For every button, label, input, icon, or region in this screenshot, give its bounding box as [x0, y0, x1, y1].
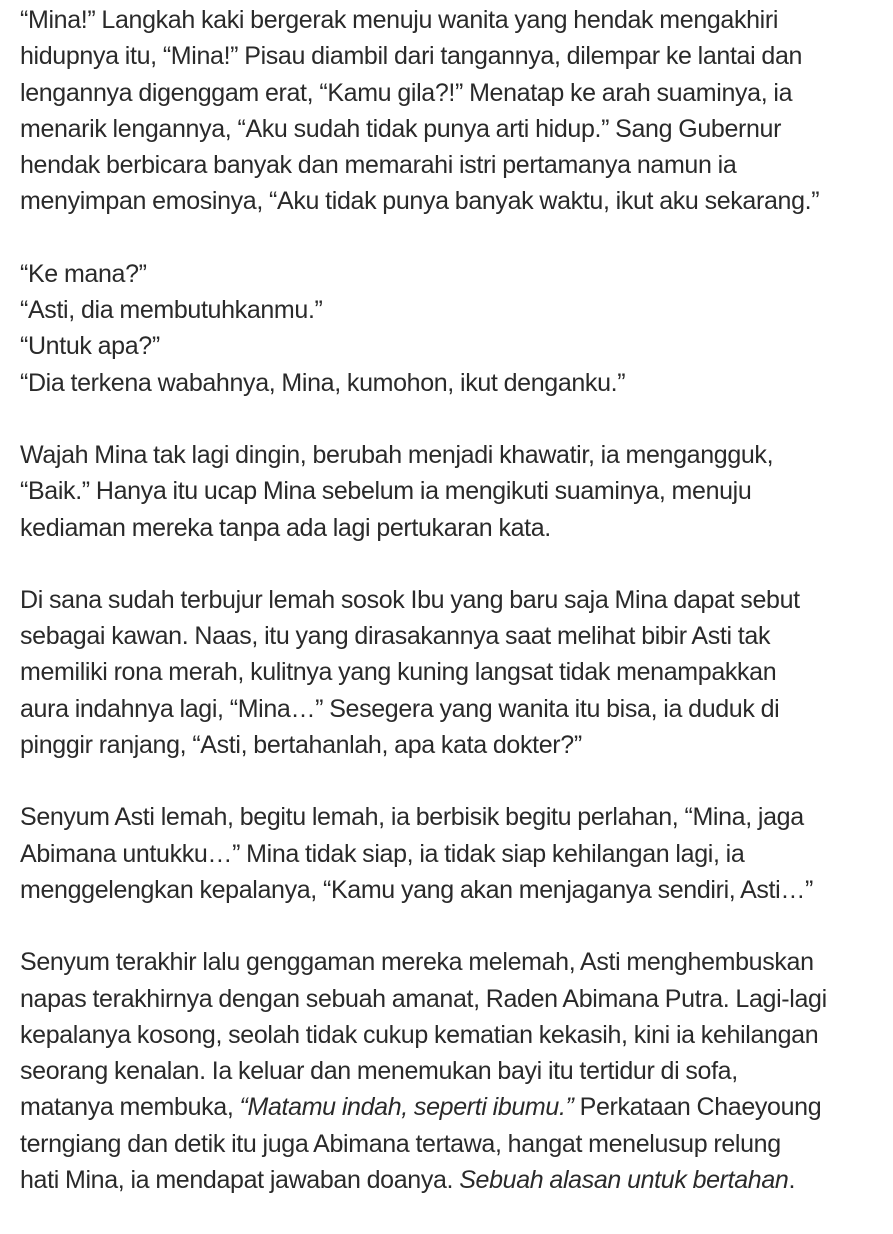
text-line [20, 292, 885, 328]
text-segment: lengannya digenggam erat, “Kamu gila?!” Menatap ke arah suaminya, ia [20, 78, 793, 107]
story-paragraph [20, 437, 885, 546]
story-paragraph [20, 944, 885, 1198]
story-paragraph [20, 2, 885, 220]
text-line [20, 328, 885, 364]
text-segment: hati Mina, ia mendapat jawaban doanya. [20, 1166, 460, 1195]
text-line [20, 618, 885, 654]
story-paragraph [20, 256, 885, 401]
text-line [20, 256, 885, 292]
text-line [20, 654, 885, 690]
text-line [20, 38, 885, 74]
text-line [20, 981, 885, 1017]
text-segment: memiliki rona merah, kulitnya yang kuning langsat tidak menampakkan [20, 658, 777, 687]
text-segment: menyimpan emosinya, “Aku tidak punya banyak waktu, ikut aku sekarang.” [20, 187, 820, 216]
text-segment: Abimana untukku…” Mina tidak siap, ia tidak siap kehilangan lagi, ia [20, 839, 745, 868]
story-paragraph [20, 582, 885, 763]
text-segment: “Dia terkena wabahnya, Mina, kumohon, ikut denganku.” [20, 368, 626, 397]
text-line [20, 1053, 885, 1089]
text-line [20, 727, 885, 763]
text-segment: Senyum Asti lemah, begitu lemah, ia berbisik begitu perlahan, “Mina, jaga [20, 803, 804, 832]
text-segment: “Asti, dia membutuhkanmu.” [20, 296, 323, 325]
text-segment: menarik lengannya, “Aku sudah tidak punya arti hidup.” Sang Gubernur [20, 114, 782, 143]
text-line [20, 836, 885, 872]
text-line [20, 1162, 885, 1198]
text-line [20, 582, 885, 618]
story-text-page [20, 2, 885, 1234]
text-segment: Perkataan Chaeyoung [573, 1093, 822, 1122]
story-paragraph [20, 799, 885, 908]
text-segment: “Ke mana?” [20, 259, 147, 288]
text-line [20, 1017, 885, 1053]
text-segment: sebagai kawan. Naas, itu yang dirasakannya saat melihat bibir Asti tak [20, 622, 771, 651]
text-segment: aura indahnya lagi, “Mina…” Sesegera yang wanita itu bisa, ia duduk di [20, 694, 780, 723]
text-line [20, 183, 885, 219]
text-line [20, 691, 885, 727]
text-line [20, 510, 885, 546]
text-segment: Wajah Mina tak lagi dingin, berubah menjadi khawatir, ia mengangguk, [20, 440, 774, 469]
text-segment: “Untuk apa?” [20, 332, 160, 361]
text-line [20, 365, 885, 401]
text-segment: Di sana sudah terbujur lemah sosok Ibu yang baru saja Mina dapat sebut [20, 585, 800, 614]
text-segment: Senyum terakhir lalu genggaman mereka melemah, Asti menghembuskan [20, 948, 814, 977]
text-segment: menggelengkan kepalanya, “Kamu yang akan menjaganya sendiri, Asti…” [20, 875, 813, 904]
text-segment: kediaman mereka tanpa ada lagi pertukaran kata. [20, 513, 551, 542]
text-line [20, 2, 885, 38]
text-line [20, 473, 885, 509]
text-segment: matanya membuka, [20, 1093, 240, 1122]
text-line [20, 872, 885, 908]
text-segment: “Baik.” Hanya itu ucap Mina sebelum ia mengikuti suaminya, menuju [20, 477, 752, 506]
text-line [20, 437, 885, 473]
text-line [20, 944, 885, 980]
text-segment: hidupnya itu, “Mina!” Pisau diambil dari tangannya, dilempar ke lantai dan [20, 42, 803, 71]
text-segment: pinggir ranjang, “Asti, bertahanlah, apa kata dokter?” [20, 731, 582, 760]
text-line [20, 799, 885, 835]
text-segment: seorang kenalan. Ia keluar dan menemukan bayi itu tertidur di sofa, [20, 1057, 738, 1086]
text-line [20, 75, 885, 111]
text-line [20, 1126, 885, 1162]
italic-text-segment: “Matamu indah, seperti ibumu.” [239, 1093, 574, 1122]
text-segment: hendak berbicara banyak dan memarahi istri pertamanya namun ia [20, 151, 737, 180]
text-segment: napas terakhirnya dengan sebuah amanat, Raden Abimana Putra. Lagi-lagi [20, 984, 827, 1013]
text-line [20, 147, 885, 183]
text-line [20, 111, 885, 147]
text-line [20, 1089, 885, 1125]
text-segment: . [788, 1166, 796, 1195]
text-segment: kepalanya kosong, seolah tidak cukup kematian kekasih, kini ia kehilangan [20, 1020, 819, 1049]
text-segment: “Mina!” Langkah kaki bergerak menuju wanita yang hendak mengakhiri [20, 6, 779, 34]
italic-text-segment: Sebuah alasan untuk bertahan [459, 1166, 789, 1195]
text-segment: terngiang dan detik itu juga Abimana tertawa, hangat menelusup relung [20, 1129, 781, 1158]
